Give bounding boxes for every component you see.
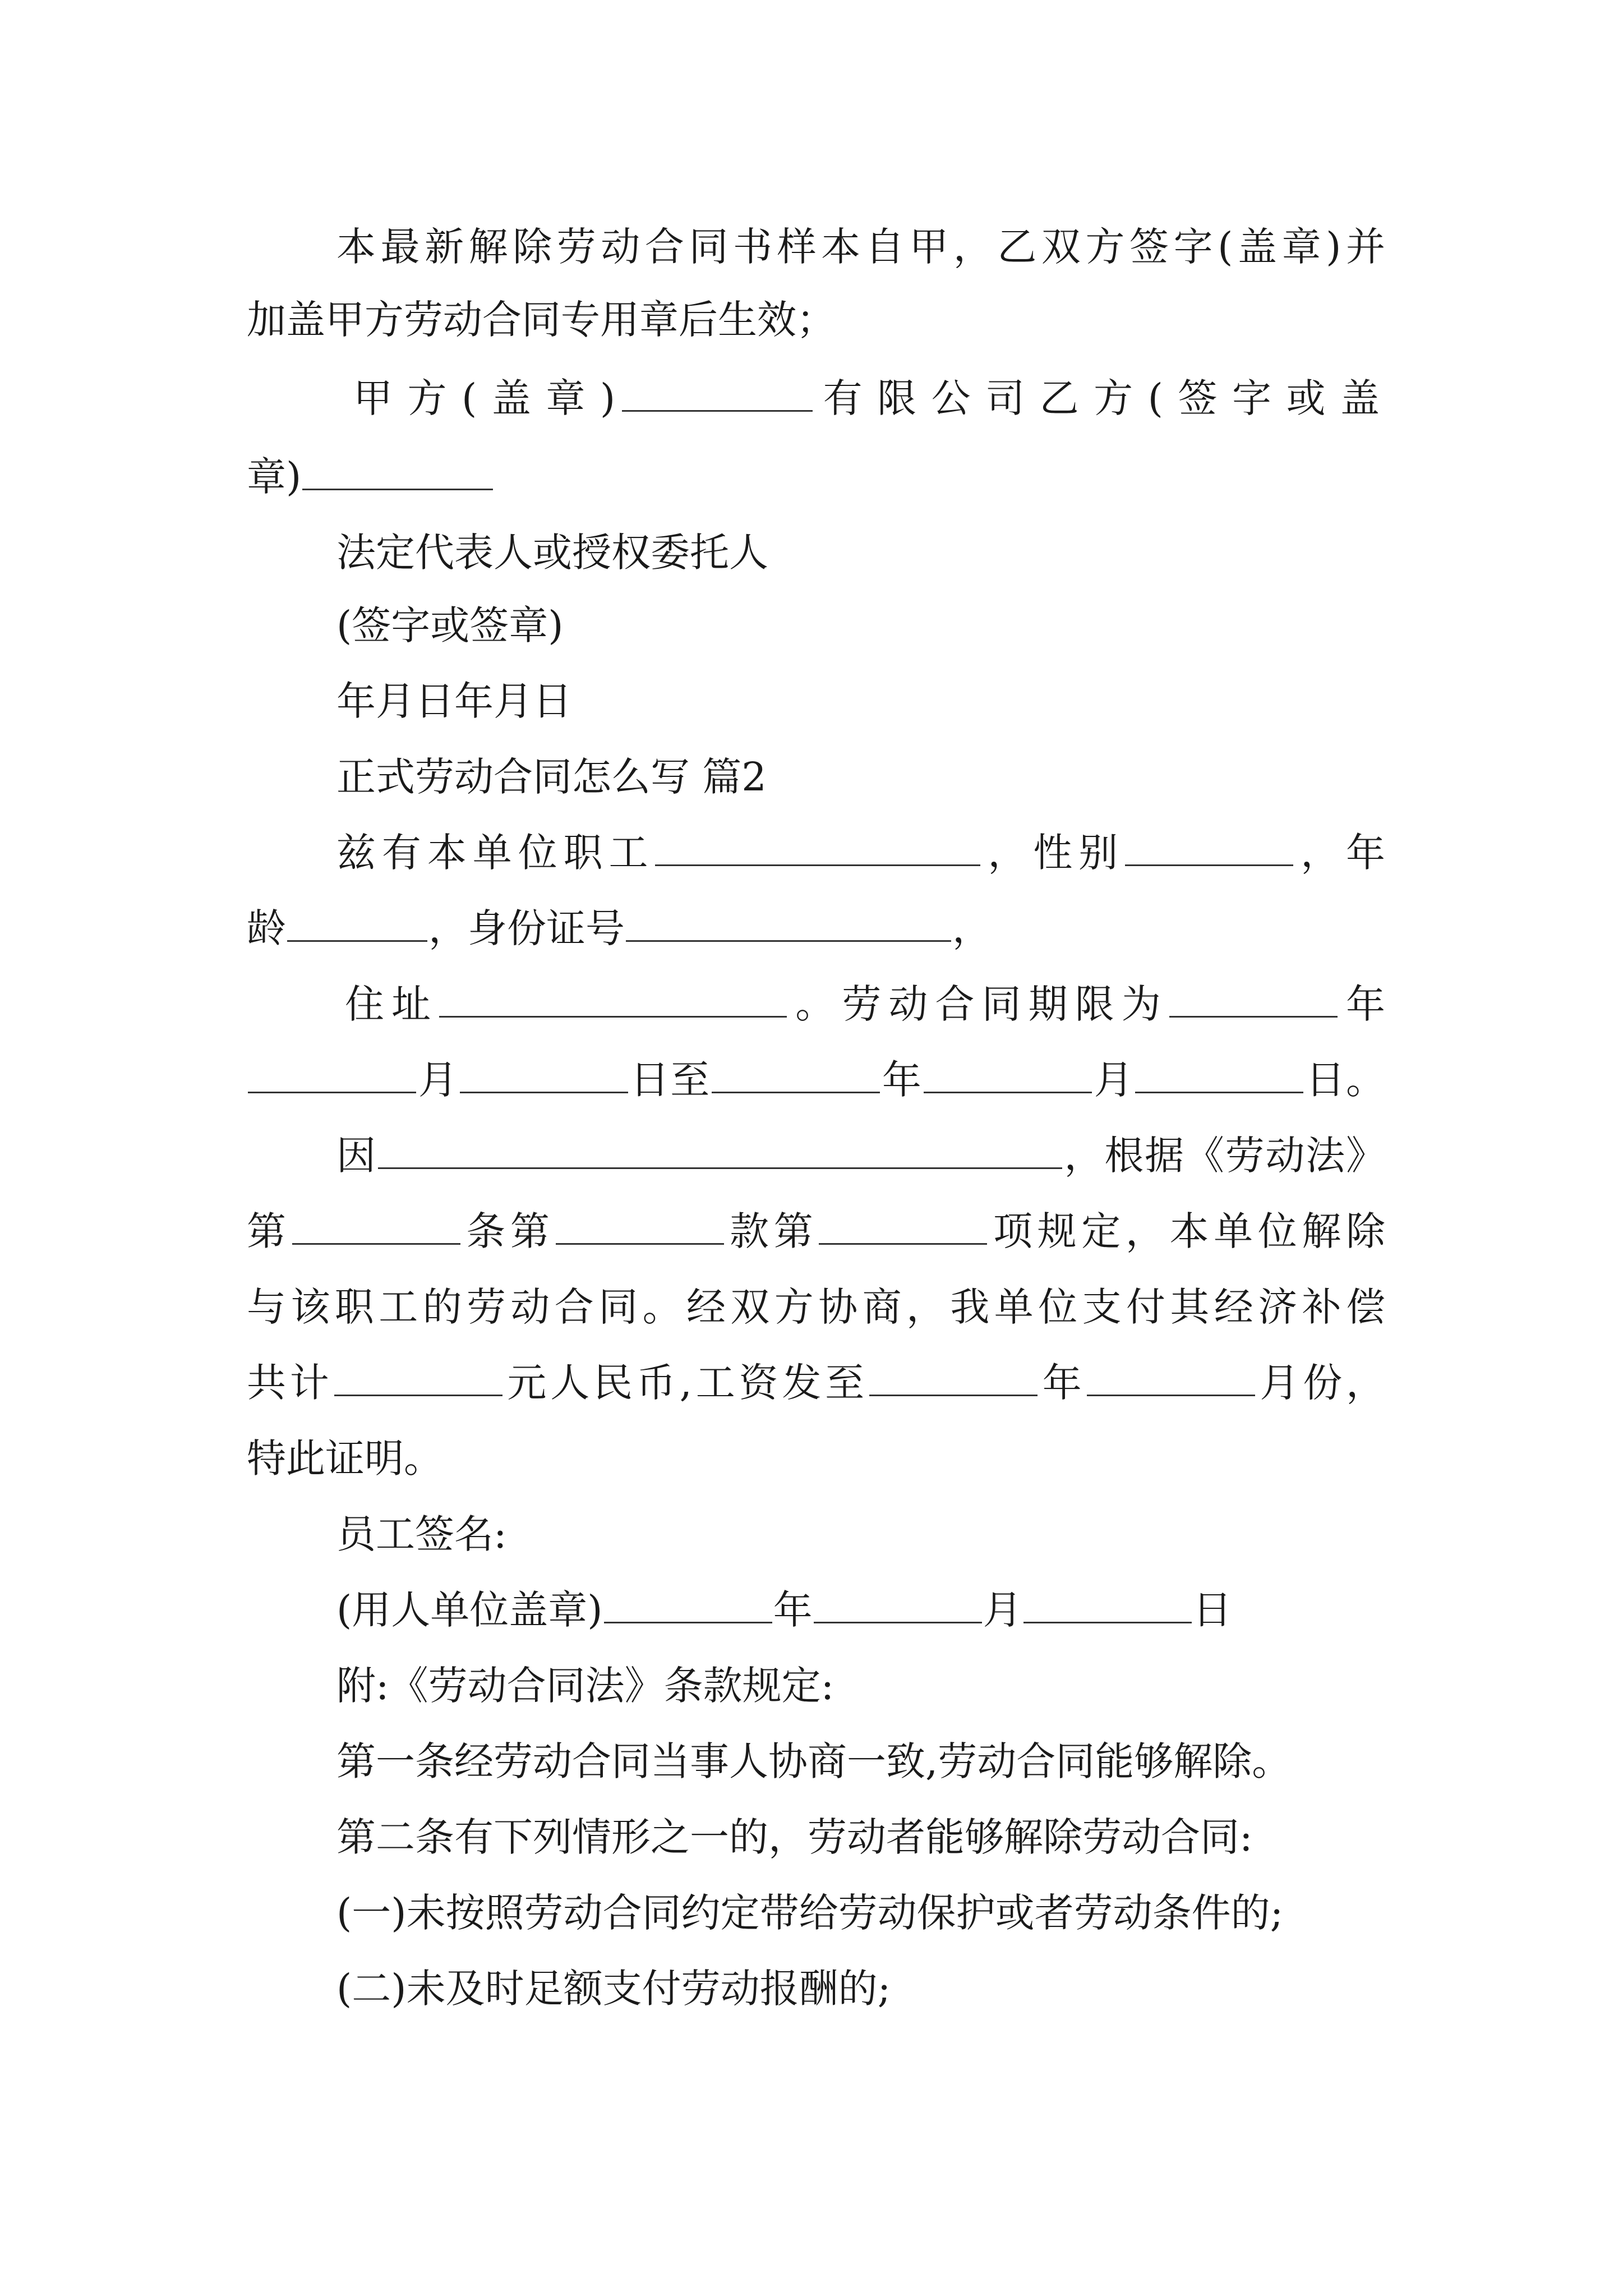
employee-signature-line [336,1506,1385,1562]
blank-field [924,1057,1092,1093]
party-b-seal-line [247,449,1385,505]
blank-field [378,1133,1062,1169]
text: ，根据《劳动法》 [1063,1133,1386,1179]
text: (签字或签章) [336,602,564,648]
text: 龄 [247,905,286,951]
paragraph-effect-line-1 [336,219,1385,275]
text: 章) [247,454,302,500]
blank-field [869,1360,1038,1396]
text: 第 [247,1208,291,1254]
text: 兹有本单位职工 [336,830,654,876]
text: 条第 [461,1208,555,1254]
text: ， [952,905,992,951]
date-line [336,673,1385,729]
text: 特此证明。 [247,1435,443,1481]
text: 月 [417,1057,459,1103]
blank-field [439,981,787,1018]
blank-field [460,1057,628,1093]
termination-reason-line-1 [336,1128,1385,1184]
text: 加盖甲方劳动合同专用章后生效； [247,297,836,343]
text: 。劳动合同期限为 [788,981,1168,1027]
text: 与该职工的劳动合同。经双方协商，我单位支付其经济补偿 [247,1284,1385,1330]
legal-representative-line [336,524,1385,581]
text: (二)未及时足额支付劳动报酬的; [336,1966,891,2012]
text: 员工签名: [336,1511,507,1557]
blank-field [302,454,493,490]
text: 有限公司乙方(签字或盖 [814,375,1385,421]
text: 法定代表人或授权委托人 [336,530,768,576]
text: 正式劳动合同怎么写 篇2 [336,754,767,800]
blank-field [622,375,813,412]
text: 月份， [1256,1360,1386,1406]
text: 甲方(盖章) [353,375,621,421]
blank-field [287,905,427,942]
text: 因 [336,1133,377,1179]
section-heading [336,749,1385,805]
text: 日至 [629,1057,711,1103]
blank-field [819,1208,987,1245]
text: 年 [773,1587,813,1633]
text: 本最新解除劳动合同书样本自甲，乙双方签字(盖章)并 [336,224,1385,270]
signature-line [336,597,1385,654]
blank-field [814,1587,982,1623]
blank-field [248,1057,416,1093]
employee-info-line-1 [336,825,1385,881]
text: 元人民币,工资发至 [503,1360,868,1406]
blank-field [556,1208,724,1245]
blank-field [626,905,951,942]
text: 住址 [345,981,439,1027]
blank-field [292,1208,460,1245]
appendix-heading [336,1658,1385,1714]
text: 项规定，本单位解除 [988,1208,1385,1254]
text: ，性别 [981,830,1124,876]
employee-info-line-2 [247,900,1385,956]
blank-field [1135,1057,1303,1093]
address-term-line-2 [247,1052,1385,1108]
text: (一)未按照劳动合同约定带给劳动保护或者劳动条件的; [336,1890,1284,1936]
blank-field [1125,830,1293,866]
text: 年 [1338,981,1386,1027]
article-2-item-1 [336,1885,1385,1941]
text: ，年 [1294,830,1386,876]
termination-reason-line-2 [247,1203,1385,1259]
termination-reason-line-5 [247,1430,1385,1487]
article-2 [336,1809,1385,1865]
text: 年 [1038,1360,1086,1406]
blank-field [1023,1587,1192,1623]
blank-field [712,1057,880,1093]
paragraph-effect-line-2 [247,292,1385,348]
blank-field [1169,981,1338,1018]
blank-field [604,1587,772,1623]
text: 年 [881,1057,923,1103]
article-2-item-2 [336,1961,1385,2017]
text: 共计 [247,1360,333,1406]
termination-reason-line-3 [247,1279,1385,1335]
termination-reason-line-4 [247,1355,1385,1411]
text: 年月日年月日 [336,678,572,724]
article-1 [336,1733,1385,1789]
text: 附:《劳动合同法》条款规定: [336,1663,834,1709]
blank-field [1087,1360,1255,1396]
text: 日。 [1304,1057,1386,1103]
text: (用人单位盖章) [336,1587,603,1633]
blank-field [655,830,980,866]
text: 月 [983,1587,1022,1633]
text: 日 [1192,1587,1232,1633]
text: 第二条有下列情形之一的，劳动者能够解除劳动合同: [336,1814,1253,1860]
text: 月 [1092,1057,1135,1103]
party-a-seal-line [353,370,1385,426]
employer-seal-date-line [336,1582,1385,1638]
text: ，身份证号 [428,905,625,951]
blank-field [334,1360,502,1396]
text: 款第 [725,1208,818,1254]
text: 第一条经劳动合同当事人协商一致,劳动合同能够解除。 [336,1738,1292,1784]
address-term-line-1 [345,976,1385,1032]
